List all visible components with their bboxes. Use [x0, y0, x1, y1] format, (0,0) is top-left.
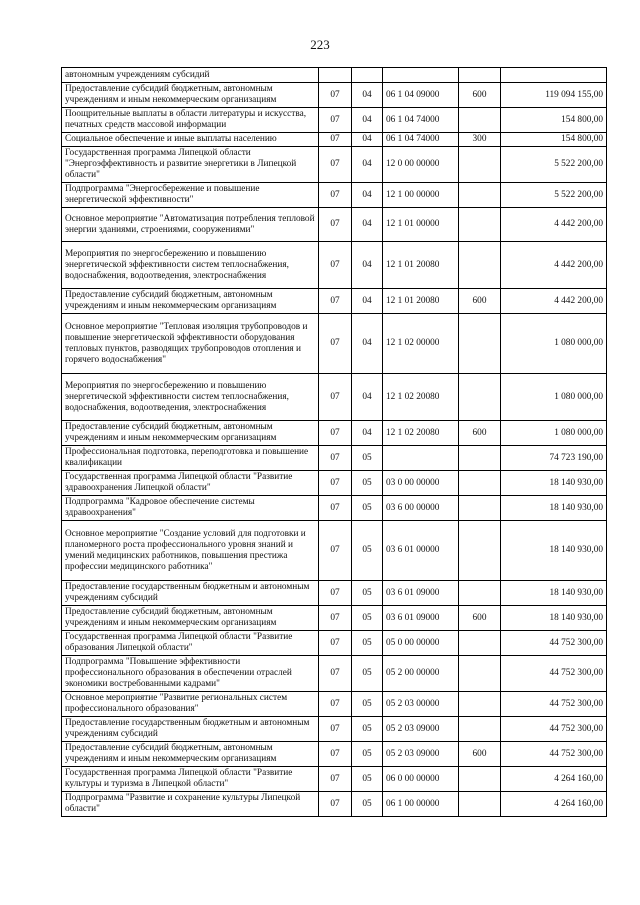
row-expense-type	[459, 767, 501, 792]
row-name: Основное мероприятие "Тепловая изоляция трубопроводов и повышение энергетической эффективности оборудования тепловых пунктов, разводящих трубопроводов отопления и горячего водоснабжения"	[62, 314, 319, 374]
budget-table-body	[62, 68, 607, 817]
row-amount: 4 264 160,00	[501, 767, 607, 792]
row-section: 07	[319, 606, 352, 631]
page-number: 223	[310, 37, 330, 52]
row-name: Мероприятия по энергосбережению и повышению энергетической эффективности систем теплоснабжения, водоснабжения, водоотведения, электроснабжения	[62, 374, 319, 421]
row-section	[319, 68, 352, 83]
row-amount: 4 442 200,00	[501, 289, 607, 314]
table-row	[62, 133, 607, 147]
row-subsection: 04	[352, 242, 383, 289]
row-name: Основное мероприятие "Создание условий для подготовки и планомерного роста профессионального уровня знаний и умений медицинских работников, повышения престижа профессии медицинского работника"	[62, 521, 319, 581]
row-name: Подпрограмма "Энергосбережение и повышение энергетической эффективности"	[62, 183, 319, 208]
row-expense-type	[459, 521, 501, 581]
table-row	[62, 289, 607, 314]
row-section: 07	[319, 521, 352, 581]
row-name: Подпрограмма "Развитие и сохранение культуры Липецкой области"	[62, 792, 319, 817]
row-name: Предоставление государственным бюджетным и автономным учреждениям субсидий	[62, 717, 319, 742]
row-name: Подпрограмма "Повышение эффективности профессионального образования в обеспечении отраслей экономики востребованными кадрами"	[62, 656, 319, 692]
row-amount: 18 140 930,00	[501, 581, 607, 606]
row-name: Государственная программа Липецкой области "Развитие здравоохранения Липецкой области"	[62, 471, 319, 496]
row-expense-type	[459, 717, 501, 742]
row-expense-type: 300	[459, 133, 501, 147]
row-name: Предоставление субсидий бюджетным, автономным учреждениям и иным некоммерческим организациям	[62, 742, 319, 767]
row-subsection: 05	[352, 446, 383, 471]
row-expense-type: 600	[459, 421, 501, 446]
row-amount: 44 752 300,00	[501, 742, 607, 767]
table-row	[62, 242, 607, 289]
row-name: Социальное обеспечение и иные выплаты населению	[62, 133, 319, 147]
table-row	[62, 68, 607, 83]
row-subsection: 04	[352, 108, 383, 133]
row-expense-type	[459, 792, 501, 817]
row-section: 07	[319, 183, 352, 208]
row-amount	[501, 68, 607, 83]
table-row	[62, 496, 607, 521]
row-target-code: 12 1 00 00000	[383, 183, 459, 208]
row-section: 07	[319, 767, 352, 792]
row-section: 07	[319, 421, 352, 446]
row-amount: 1 080 000,00	[501, 374, 607, 421]
row-target-code	[383, 68, 459, 83]
row-subsection: 05	[352, 656, 383, 692]
row-amount: 5 522 200,00	[501, 147, 607, 183]
row-name: автономным учреждениям субсидий	[62, 68, 319, 83]
row-amount: 4 442 200,00	[501, 208, 607, 242]
row-section: 07	[319, 581, 352, 606]
table-row	[62, 471, 607, 496]
row-expense-type	[459, 108, 501, 133]
row-section: 07	[319, 656, 352, 692]
row-section: 07	[319, 208, 352, 242]
row-name: Предоставление субсидий бюджетным, автономным учреждениям и иным некоммерческим организациям	[62, 83, 319, 108]
row-expense-type: 600	[459, 606, 501, 631]
row-subsection: 04	[352, 147, 383, 183]
row-subsection: 04	[352, 83, 383, 108]
row-subsection: 04	[352, 133, 383, 147]
row-amount: 18 140 930,00	[501, 496, 607, 521]
row-target-code: 05 2 03 09000	[383, 717, 459, 742]
row-name: Основное мероприятие "Автоматизация потребления тепловой энергии зданиями, строениями, сооружениями"	[62, 208, 319, 242]
table-row	[62, 717, 607, 742]
table-row	[62, 656, 607, 692]
table-row	[62, 108, 607, 133]
row-subsection: 05	[352, 471, 383, 496]
row-section: 07	[319, 289, 352, 314]
row-amount: 4 264 160,00	[501, 792, 607, 817]
row-section: 07	[319, 446, 352, 471]
row-section: 07	[319, 471, 352, 496]
row-name: Предоставление государственным бюджетным и автономным учреждениям субсидий	[62, 581, 319, 606]
row-amount: 44 752 300,00	[501, 692, 607, 717]
row-target-code: 06 0 00 00000	[383, 767, 459, 792]
row-target-code: 06 1 04 74000	[383, 133, 459, 147]
table-row	[62, 183, 607, 208]
row-section: 07	[319, 742, 352, 767]
table-row	[62, 792, 607, 817]
row-target-code: 06 1 04 09000	[383, 83, 459, 108]
row-amount: 74 723 190,00	[501, 446, 607, 471]
row-subsection: 04	[352, 208, 383, 242]
row-expense-type	[459, 147, 501, 183]
row-target-code: 05 2 03 09000	[383, 742, 459, 767]
row-expense-type	[459, 183, 501, 208]
row-section: 07	[319, 631, 352, 656]
row-name: Предоставление субсидий бюджетным, автономным учреждениям и иным некоммерческим организациям	[62, 606, 319, 631]
row-amount: 44 752 300,00	[501, 717, 607, 742]
row-expense-type	[459, 656, 501, 692]
row-name: Предоставление субсидий бюджетным, автономным учреждениям и иным некоммерческим организациям	[62, 289, 319, 314]
table-row	[62, 83, 607, 108]
row-target-code: 05 2 03 00000	[383, 692, 459, 717]
row-subsection: 04	[352, 374, 383, 421]
row-target-code: 06 1 00 00000	[383, 792, 459, 817]
row-subsection: 05	[352, 742, 383, 767]
row-section: 07	[319, 496, 352, 521]
row-expense-type	[459, 208, 501, 242]
table-row	[62, 767, 607, 792]
row-subsection: 05	[352, 692, 383, 717]
row-amount: 18 140 930,00	[501, 471, 607, 496]
row-subsection: 05	[352, 717, 383, 742]
row-amount: 1 080 000,00	[501, 421, 607, 446]
row-target-code: 06 1 04 74000	[383, 108, 459, 133]
row-subsection: 04	[352, 421, 383, 446]
row-amount: 44 752 300,00	[501, 656, 607, 692]
row-amount: 154 800,00	[501, 108, 607, 133]
row-target-code: 03 6 01 00000	[383, 521, 459, 581]
row-target-code: 03 6 01 09000	[383, 581, 459, 606]
row-target-code: 12 1 02 20080	[383, 374, 459, 421]
row-expense-type: 600	[459, 83, 501, 108]
row-name: Мероприятия по энергосбережению и повышению энергетической эффективности систем теплоснабжения, водоснабжения, водоотведения, электроснабжения	[62, 242, 319, 289]
row-target-code: 05 2 00 00000	[383, 656, 459, 692]
row-target-code: 12 1 01 20080	[383, 289, 459, 314]
row-subsection	[352, 68, 383, 83]
table-row	[62, 446, 607, 471]
row-subsection: 05	[352, 496, 383, 521]
table-row	[62, 606, 607, 631]
budget-table	[61, 67, 607, 817]
row-target-code: 05 0 00 00000	[383, 631, 459, 656]
table-row	[62, 147, 607, 183]
row-section: 07	[319, 83, 352, 108]
row-amount: 18 140 930,00	[501, 521, 607, 581]
row-section: 07	[319, 133, 352, 147]
table-row	[62, 208, 607, 242]
row-name: Основное мероприятие "Развитие региональных систем профессионального образования"	[62, 692, 319, 717]
row-target-code: 03 6 00 00000	[383, 496, 459, 521]
row-amount: 18 140 930,00	[501, 606, 607, 631]
row-subsection: 04	[352, 314, 383, 374]
table-row	[62, 374, 607, 421]
row-target-code	[383, 446, 459, 471]
row-amount: 1 080 000,00	[501, 314, 607, 374]
table-row	[62, 314, 607, 374]
row-amount: 119 094 155,00	[501, 83, 607, 108]
table-row	[62, 631, 607, 656]
row-subsection: 04	[352, 183, 383, 208]
row-target-code: 12 1 02 20080	[383, 421, 459, 446]
row-name: Профессиональная подготовка, переподготовка и повышение квалификации	[62, 446, 319, 471]
row-expense-type	[459, 631, 501, 656]
row-target-code: 12 0 00 00000	[383, 147, 459, 183]
row-target-code: 03 0 00 00000	[383, 471, 459, 496]
row-section: 07	[319, 147, 352, 183]
row-section: 07	[319, 792, 352, 817]
row-name: Государственная программа Липецкой области "Энергоэффективность и развитие энергетики в Липецкой области"	[62, 147, 319, 183]
table-row	[62, 421, 607, 446]
row-expense-type	[459, 692, 501, 717]
row-target-code: 12 1 01 20080	[383, 242, 459, 289]
row-expense-type	[459, 314, 501, 374]
row-expense-type	[459, 471, 501, 496]
row-amount: 44 752 300,00	[501, 631, 607, 656]
row-name: Государственная программа Липецкой области "Развитие культуры и туризма в Липецкой области"	[62, 767, 319, 792]
row-target-code: 12 1 02 00000	[383, 314, 459, 374]
table-row	[62, 521, 607, 581]
table-row	[62, 742, 607, 767]
row-expense-type: 600	[459, 289, 501, 314]
row-section: 07	[319, 314, 352, 374]
row-expense-type	[459, 581, 501, 606]
row-amount: 5 522 200,00	[501, 183, 607, 208]
row-expense-type: 600	[459, 742, 501, 767]
row-subsection: 05	[352, 606, 383, 631]
row-section: 07	[319, 717, 352, 742]
row-subsection: 05	[352, 521, 383, 581]
row-name: Государственная программа Липецкой области "Развитие образования Липецкой области"	[62, 631, 319, 656]
table-row	[62, 581, 607, 606]
table-row	[62, 692, 607, 717]
row-section: 07	[319, 374, 352, 421]
row-expense-type	[459, 68, 501, 83]
row-expense-type	[459, 374, 501, 421]
row-amount: 154 800,00	[501, 133, 607, 147]
row-subsection: 04	[352, 289, 383, 314]
row-section: 07	[319, 692, 352, 717]
row-subsection: 05	[352, 767, 383, 792]
row-section: 07	[319, 108, 352, 133]
row-subsection: 05	[352, 581, 383, 606]
row-expense-type	[459, 446, 501, 471]
row-expense-type	[459, 242, 501, 289]
row-subsection: 05	[352, 792, 383, 817]
row-target-code: 12 1 01 00000	[383, 208, 459, 242]
row-target-code: 03 6 01 09000	[383, 606, 459, 631]
row-amount: 4 442 200,00	[501, 242, 607, 289]
row-expense-type	[459, 496, 501, 521]
row-name: Поощрительные выплаты в области литературы и искусства, печатных средств массовой информации	[62, 108, 319, 133]
row-subsection: 05	[352, 631, 383, 656]
row-name: Предоставление субсидий бюджетным, автономным учреждениям и иным некоммерческим организациям	[62, 421, 319, 446]
row-name: Подпрограмма "Кадровое обеспечение системы здравоохранения"	[62, 496, 319, 521]
row-section: 07	[319, 242, 352, 289]
